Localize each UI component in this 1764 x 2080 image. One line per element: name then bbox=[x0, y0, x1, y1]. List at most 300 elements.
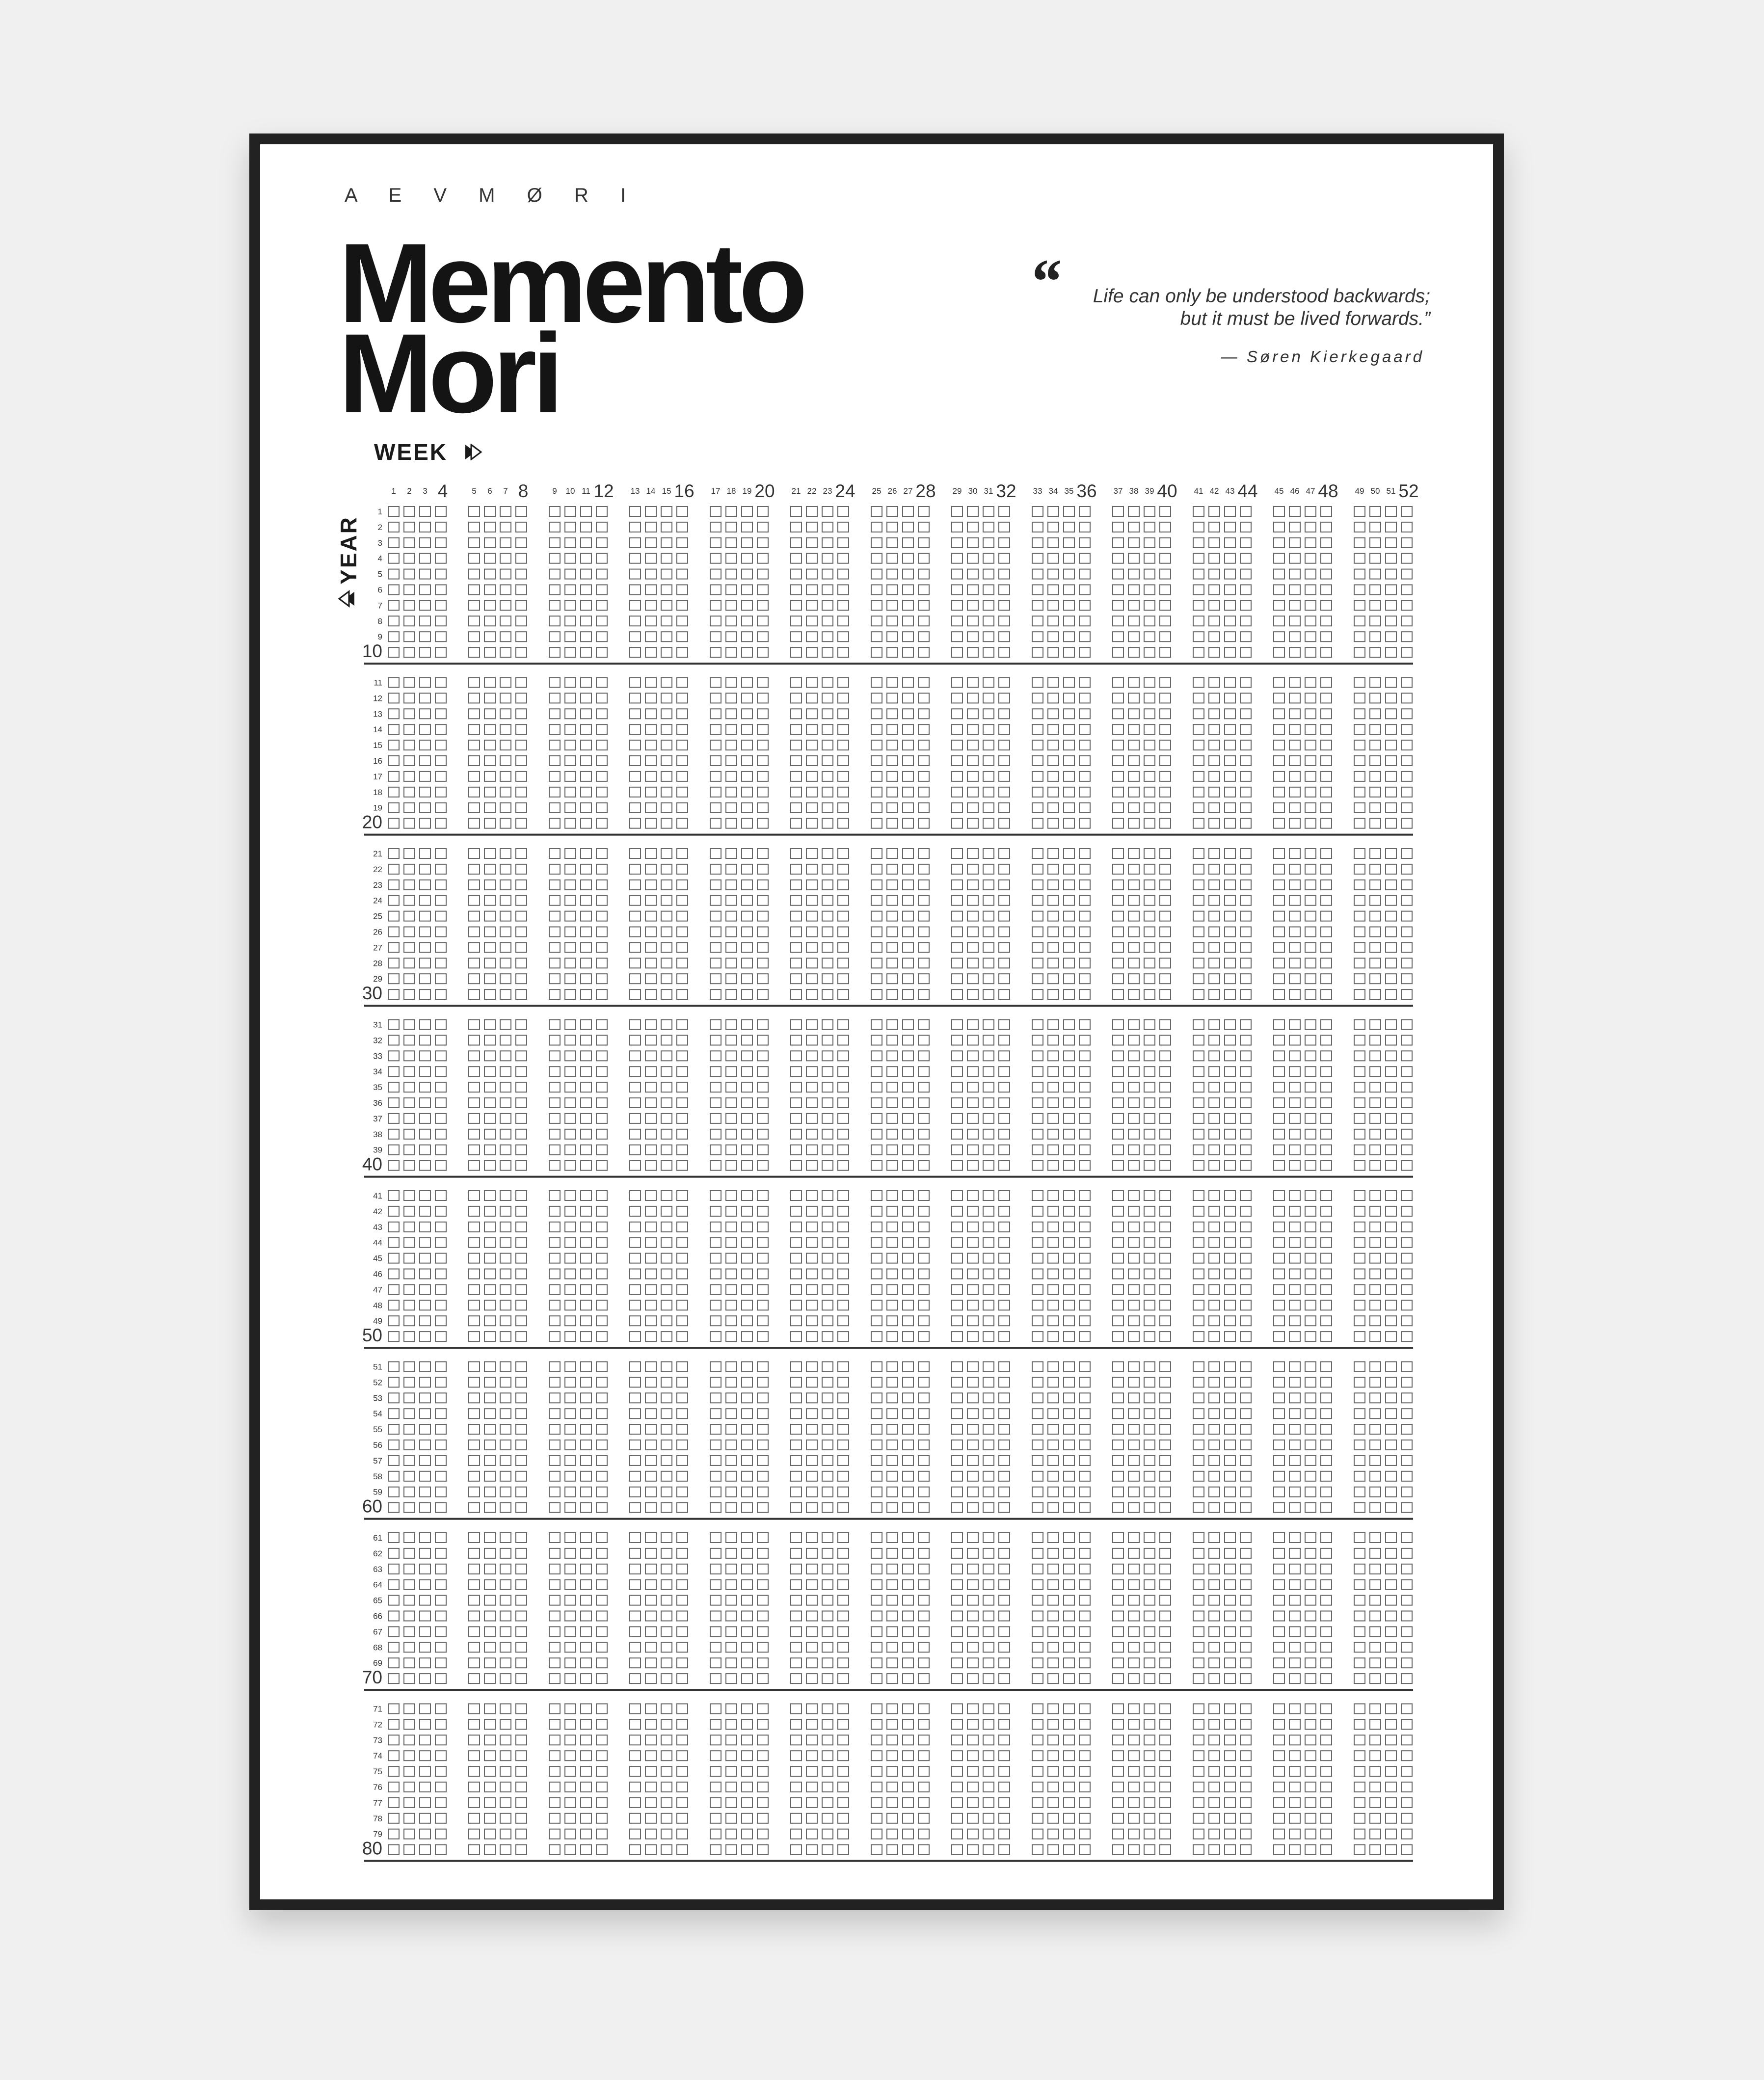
week-box bbox=[1240, 1067, 1251, 1076]
week-box bbox=[1354, 1674, 1365, 1683]
week-box bbox=[742, 1782, 752, 1792]
week-box bbox=[1401, 585, 1412, 595]
week-box bbox=[1289, 1191, 1300, 1200]
week-box bbox=[500, 1719, 511, 1729]
week-box bbox=[500, 1206, 511, 1216]
week-box bbox=[388, 632, 399, 641]
week-box bbox=[630, 1253, 641, 1263]
week-box bbox=[1209, 507, 1220, 516]
week-box bbox=[1289, 803, 1300, 813]
week-box bbox=[677, 864, 688, 874]
week-box bbox=[581, 1596, 591, 1605]
week-box bbox=[1113, 1735, 1123, 1745]
week-box bbox=[435, 1191, 446, 1200]
week-box bbox=[645, 1393, 656, 1403]
week-box bbox=[871, 1580, 882, 1590]
week-box bbox=[388, 1129, 399, 1139]
week-box bbox=[581, 1377, 591, 1387]
week-box bbox=[871, 927, 882, 937]
week-box bbox=[596, 1813, 607, 1823]
week-box bbox=[757, 632, 768, 641]
week-box bbox=[791, 1674, 802, 1683]
week-box bbox=[1305, 756, 1316, 766]
week-box bbox=[1370, 989, 1381, 999]
week-box bbox=[887, 1020, 898, 1030]
week-box bbox=[420, 1533, 430, 1543]
week-box bbox=[435, 1596, 446, 1605]
week-box bbox=[967, 1253, 978, 1263]
week-box bbox=[645, 942, 656, 952]
week-box bbox=[661, 1456, 672, 1466]
week-box bbox=[1048, 1596, 1059, 1605]
week-box bbox=[677, 1782, 688, 1792]
week-box bbox=[420, 1191, 430, 1200]
week-box bbox=[1128, 1487, 1139, 1497]
week-box bbox=[838, 1766, 849, 1776]
week-box bbox=[388, 1253, 399, 1263]
week-box bbox=[677, 538, 688, 548]
week-box bbox=[967, 1332, 978, 1341]
week-box bbox=[1289, 1253, 1300, 1263]
year-row bbox=[388, 1627, 1412, 1636]
week-box bbox=[1032, 1129, 1043, 1139]
year-row bbox=[388, 958, 1412, 968]
week-box bbox=[710, 1222, 721, 1232]
week-box bbox=[420, 1704, 430, 1714]
week-box bbox=[838, 1424, 849, 1434]
week-box bbox=[677, 880, 688, 890]
week-box bbox=[500, 1782, 511, 1792]
year-row bbox=[388, 1704, 1412, 1714]
week-box bbox=[1274, 1316, 1284, 1326]
week-box bbox=[500, 1564, 511, 1574]
week-box bbox=[549, 1114, 560, 1123]
week-box bbox=[420, 678, 430, 688]
week-box bbox=[596, 1035, 607, 1045]
week-box bbox=[1209, 787, 1220, 797]
week-box bbox=[469, 585, 480, 595]
week-box bbox=[630, 678, 641, 688]
week-box bbox=[1386, 1487, 1396, 1497]
week-box bbox=[1128, 585, 1139, 595]
week-box bbox=[500, 989, 511, 999]
week-box bbox=[661, 1238, 672, 1248]
week-box bbox=[1144, 616, 1155, 626]
week-box bbox=[596, 1409, 607, 1418]
week-box bbox=[1160, 1596, 1171, 1605]
week-number-label: 38 bbox=[1129, 486, 1139, 496]
week-box bbox=[726, 864, 737, 874]
week-box bbox=[887, 1845, 898, 1855]
week-box bbox=[1305, 1098, 1316, 1108]
week-box bbox=[887, 1206, 898, 1216]
week-box bbox=[420, 1813, 430, 1823]
week-box bbox=[757, 1627, 768, 1636]
week-box bbox=[661, 958, 672, 968]
week-box bbox=[549, 756, 560, 766]
week-box bbox=[1144, 1829, 1155, 1839]
week-box bbox=[710, 1456, 721, 1466]
week-box bbox=[999, 1114, 1010, 1123]
week-box bbox=[565, 1424, 576, 1434]
week-box bbox=[1386, 772, 1396, 781]
week-box bbox=[757, 1316, 768, 1326]
week-box bbox=[1401, 1704, 1412, 1714]
week-box bbox=[1160, 974, 1171, 984]
week-box bbox=[791, 1098, 802, 1108]
week-box bbox=[500, 1316, 511, 1326]
week-box bbox=[549, 1548, 560, 1558]
week-box bbox=[581, 756, 591, 766]
week-box bbox=[757, 1533, 768, 1543]
week-box bbox=[516, 1782, 527, 1792]
week-box bbox=[1370, 1782, 1381, 1792]
week-box bbox=[1193, 1284, 1204, 1294]
week-box bbox=[420, 1222, 430, 1232]
week-box bbox=[1274, 1642, 1284, 1652]
week-box bbox=[420, 1642, 430, 1652]
week-box bbox=[1160, 1362, 1171, 1372]
week-box bbox=[742, 1409, 752, 1418]
week-box bbox=[645, 522, 656, 532]
week-box bbox=[952, 1020, 962, 1030]
week-box bbox=[1144, 740, 1155, 750]
week-box bbox=[388, 896, 399, 906]
week-box bbox=[1032, 819, 1043, 828]
week-box bbox=[596, 1533, 607, 1543]
week-box bbox=[1032, 632, 1043, 641]
year-row bbox=[388, 1393, 1412, 1403]
week-box bbox=[726, 538, 737, 548]
week-box bbox=[1225, 1238, 1235, 1248]
week-box bbox=[903, 1098, 913, 1108]
week-box bbox=[1193, 1145, 1204, 1155]
week-box bbox=[420, 522, 430, 532]
week-box bbox=[757, 1377, 768, 1387]
week-box bbox=[1401, 958, 1412, 968]
week-box bbox=[630, 819, 641, 828]
week-box bbox=[388, 1487, 399, 1497]
week-box bbox=[549, 1020, 560, 1030]
week-box bbox=[388, 1658, 399, 1668]
week-number-label: 13 bbox=[630, 486, 640, 496]
week-box bbox=[757, 1114, 768, 1123]
week-box bbox=[710, 1409, 721, 1418]
week-box bbox=[838, 507, 849, 516]
week-box bbox=[726, 1222, 737, 1232]
week-box bbox=[404, 864, 415, 874]
week-box bbox=[822, 740, 833, 750]
year-row bbox=[388, 1487, 1412, 1497]
week-box bbox=[710, 522, 721, 532]
week-box bbox=[903, 1829, 913, 1839]
week-box bbox=[918, 632, 929, 641]
week-box bbox=[918, 1161, 929, 1171]
week-box bbox=[630, 927, 641, 937]
week-box bbox=[1240, 1658, 1251, 1668]
week-box bbox=[1321, 1471, 1332, 1481]
week-box bbox=[999, 772, 1010, 781]
week-box bbox=[710, 1206, 721, 1216]
week-box bbox=[549, 1642, 560, 1652]
week-box bbox=[838, 693, 849, 703]
week-box bbox=[630, 616, 641, 626]
week-box bbox=[549, 1362, 560, 1372]
week-box bbox=[661, 1269, 672, 1279]
week-box bbox=[388, 756, 399, 766]
week-box bbox=[1032, 1704, 1043, 1714]
week-box bbox=[999, 632, 1010, 641]
year-number-label: 11 bbox=[374, 678, 382, 688]
week-box bbox=[918, 927, 929, 937]
week-box bbox=[1128, 538, 1139, 548]
week-box bbox=[1289, 1114, 1300, 1123]
week-box bbox=[710, 585, 721, 595]
week-box bbox=[1193, 1129, 1204, 1139]
week-box bbox=[887, 1503, 898, 1513]
week-box bbox=[757, 1067, 768, 1076]
week-box bbox=[871, 1456, 882, 1466]
week-box bbox=[1113, 803, 1123, 813]
week-box bbox=[1048, 1020, 1059, 1030]
week-box bbox=[791, 864, 802, 874]
week-box bbox=[952, 1161, 962, 1171]
week-box bbox=[645, 911, 656, 921]
week-box bbox=[742, 1596, 752, 1605]
week-box bbox=[1289, 1829, 1300, 1839]
week-box bbox=[1370, 1627, 1381, 1636]
week-box bbox=[1113, 1782, 1123, 1792]
week-box bbox=[838, 1440, 849, 1450]
week-box bbox=[435, 1751, 446, 1760]
week-box bbox=[1289, 1596, 1300, 1605]
week-box bbox=[581, 1409, 591, 1418]
week-box bbox=[404, 1051, 415, 1061]
week-box bbox=[1321, 1658, 1332, 1668]
week-box bbox=[1144, 1487, 1155, 1497]
week-box bbox=[677, 585, 688, 595]
week-box bbox=[469, 1611, 480, 1621]
week-box bbox=[822, 1238, 833, 1248]
week-box bbox=[1305, 1238, 1316, 1248]
week-box bbox=[1274, 1782, 1284, 1792]
week-box bbox=[887, 911, 898, 921]
week-box bbox=[1289, 600, 1300, 610]
week-box bbox=[661, 819, 672, 828]
week-box bbox=[918, 600, 929, 610]
week-box bbox=[549, 772, 560, 781]
week-box bbox=[999, 1191, 1010, 1200]
week-box bbox=[1240, 693, 1251, 703]
week-box bbox=[726, 927, 737, 937]
year-number-label: 57 bbox=[373, 1456, 382, 1466]
week-box bbox=[1064, 600, 1074, 610]
week-box bbox=[1128, 927, 1139, 937]
week-box bbox=[887, 724, 898, 734]
week-box bbox=[1079, 1362, 1090, 1372]
week-box bbox=[435, 1829, 446, 1839]
week-box bbox=[791, 1503, 802, 1513]
week-box bbox=[435, 1253, 446, 1263]
week-box bbox=[1305, 740, 1316, 750]
year-number-label: 55 bbox=[373, 1425, 382, 1435]
week-box bbox=[596, 1829, 607, 1839]
week-box bbox=[887, 1735, 898, 1745]
week-box bbox=[435, 1487, 446, 1497]
week-box bbox=[983, 1129, 994, 1139]
week-box bbox=[565, 1719, 576, 1729]
year-row bbox=[388, 1564, 1412, 1574]
week-box bbox=[1321, 1051, 1332, 1061]
week-box bbox=[1193, 1766, 1204, 1776]
week-box bbox=[1209, 1596, 1220, 1605]
week-box bbox=[1321, 1284, 1332, 1294]
week-box bbox=[1305, 1766, 1316, 1776]
week-box bbox=[549, 1300, 560, 1310]
week-box bbox=[791, 1051, 802, 1061]
week-box bbox=[484, 724, 495, 734]
week-box bbox=[822, 1222, 833, 1232]
week-box bbox=[1386, 1829, 1396, 1839]
week-box bbox=[500, 1829, 511, 1839]
year-number-label: 31 bbox=[373, 1020, 382, 1030]
week-box bbox=[1240, 1456, 1251, 1466]
week-box bbox=[887, 1471, 898, 1481]
week-box bbox=[1225, 569, 1235, 579]
year-number-label: 32 bbox=[373, 1036, 382, 1045]
week-axis-label: WEEK bbox=[374, 439, 448, 465]
week-box bbox=[1032, 585, 1043, 595]
week-box bbox=[500, 1161, 511, 1171]
week-box bbox=[1128, 1409, 1139, 1418]
week-box bbox=[1064, 1191, 1074, 1200]
week-box bbox=[918, 709, 929, 719]
week-box bbox=[469, 1067, 480, 1076]
week-box bbox=[1225, 1316, 1235, 1326]
week-box bbox=[484, 1082, 495, 1092]
week-box bbox=[871, 803, 882, 813]
week-box bbox=[630, 1487, 641, 1497]
week-box bbox=[565, 1829, 576, 1839]
week-number-label: 23 bbox=[823, 486, 832, 496]
week-box bbox=[1144, 1719, 1155, 1729]
week-box bbox=[1113, 1642, 1123, 1652]
week-box bbox=[404, 1596, 415, 1605]
week-box bbox=[1370, 507, 1381, 516]
week-box bbox=[887, 1798, 898, 1808]
week-box bbox=[952, 1129, 962, 1139]
week-box bbox=[645, 1627, 656, 1636]
week-box bbox=[742, 1020, 752, 1030]
week-box bbox=[757, 1253, 768, 1263]
week-box bbox=[435, 1098, 446, 1108]
week-box bbox=[469, 989, 480, 999]
week-box bbox=[757, 693, 768, 703]
week-box bbox=[484, 600, 495, 610]
week-box bbox=[742, 724, 752, 734]
week-box bbox=[1032, 787, 1043, 797]
week-box bbox=[806, 787, 817, 797]
week-box bbox=[388, 1332, 399, 1341]
week-box bbox=[1354, 1098, 1365, 1108]
week-box bbox=[710, 1191, 721, 1200]
week-box bbox=[887, 1704, 898, 1714]
week-box bbox=[1209, 1735, 1220, 1745]
week-box bbox=[1144, 1284, 1155, 1294]
week-box bbox=[806, 1782, 817, 1792]
week-box bbox=[1128, 1145, 1139, 1155]
week-box bbox=[1079, 1751, 1090, 1760]
week-box bbox=[967, 569, 978, 579]
week-box bbox=[1240, 1098, 1251, 1108]
year-row bbox=[388, 1114, 1412, 1123]
year-number-label: 52 bbox=[373, 1378, 382, 1387]
week-box bbox=[967, 538, 978, 548]
week-box bbox=[822, 1611, 833, 1621]
week-box bbox=[838, 1409, 849, 1418]
week-box bbox=[516, 647, 527, 657]
week-box bbox=[565, 1377, 576, 1387]
week-box bbox=[404, 1471, 415, 1481]
week-box bbox=[1354, 585, 1365, 595]
week-box bbox=[983, 1766, 994, 1776]
week-box bbox=[1128, 600, 1139, 610]
week-box bbox=[983, 880, 994, 890]
week-box bbox=[549, 1051, 560, 1061]
week-box bbox=[1225, 1409, 1235, 1418]
week-box bbox=[516, 1269, 527, 1279]
week-box bbox=[806, 678, 817, 688]
week-box bbox=[1048, 787, 1059, 797]
week-box bbox=[435, 709, 446, 719]
week-box bbox=[1354, 1596, 1365, 1605]
week-box bbox=[484, 1393, 495, 1403]
week-box bbox=[1274, 1845, 1284, 1855]
week-box bbox=[1032, 1596, 1043, 1605]
week-box bbox=[1079, 709, 1090, 719]
week-box bbox=[952, 1409, 962, 1418]
week-box bbox=[1240, 819, 1251, 828]
week-box bbox=[516, 1191, 527, 1200]
week-number-label: 20 bbox=[754, 481, 775, 501]
week-box bbox=[1225, 1548, 1235, 1558]
week-box bbox=[435, 927, 446, 937]
week-box bbox=[516, 1611, 527, 1621]
week-box bbox=[581, 1627, 591, 1636]
week-box bbox=[791, 1082, 802, 1092]
week-box bbox=[871, 974, 882, 984]
week-box bbox=[1079, 989, 1090, 999]
year-number-label: 38 bbox=[373, 1129, 382, 1139]
week-box bbox=[918, 1798, 929, 1808]
week-box bbox=[871, 616, 882, 626]
week-box bbox=[1064, 1564, 1074, 1574]
week-box bbox=[1289, 1222, 1300, 1232]
week-box bbox=[1225, 1206, 1235, 1216]
week-box bbox=[1160, 803, 1171, 813]
week-box bbox=[677, 756, 688, 766]
week-box bbox=[435, 507, 446, 516]
week-box bbox=[1354, 958, 1365, 968]
week-box bbox=[581, 1269, 591, 1279]
week-box bbox=[420, 911, 430, 921]
week-box bbox=[1370, 1829, 1381, 1839]
week-box bbox=[1193, 1316, 1204, 1326]
week-box bbox=[1064, 958, 1074, 968]
week-box bbox=[1401, 538, 1412, 548]
week-box bbox=[838, 1533, 849, 1543]
week-box bbox=[630, 1471, 641, 1481]
